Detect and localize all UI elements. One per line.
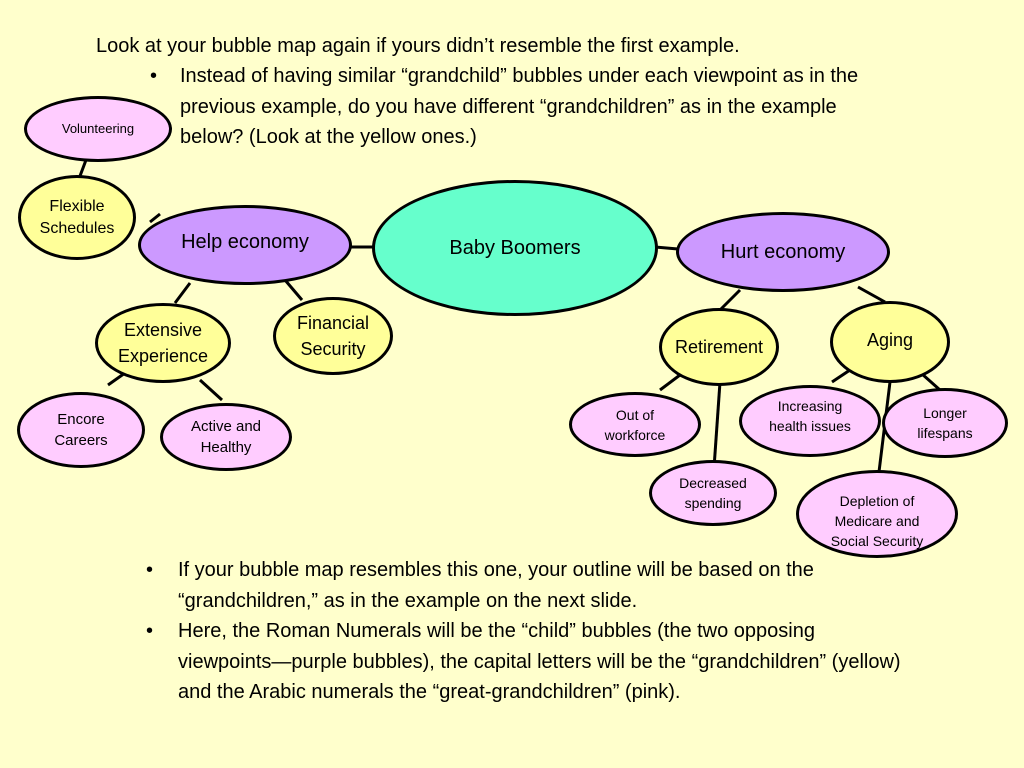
connector	[858, 287, 885, 302]
connector	[832, 370, 850, 382]
connector	[285, 280, 302, 300]
great-grandchild-bubble-depletion-of-medicare	[796, 470, 958, 558]
great-grandchild-label: Increasing health issues	[769, 398, 851, 434]
intro-text: Look at your bubble map again if yours didn’t resemble the first example.	[96, 35, 740, 57]
grandchild-label: Retirement	[674, 336, 764, 357]
great-grandchild-label: Depletion of Medicare and Social Security	[830, 493, 924, 549]
bullet-dot: •	[150, 65, 158, 87]
connector	[200, 380, 222, 400]
root-label: Baby Boomers	[449, 236, 581, 259]
grandchild-label: Financial Security	[296, 313, 370, 359]
top-bullet-text: Instead of having similar “grandchild” bubbles under each viewpoint as in the previous example, do you have different “grandchildren” as in the example below? (Look at the yellow ones.)	[180, 65, 859, 148]
child-label: Help economy	[181, 230, 309, 253]
bullet-dot: •	[146, 559, 154, 581]
grandchild-bubble-financial-security	[273, 297, 393, 375]
great-grandchild-bubble-encore-careers	[17, 392, 145, 468]
great-grandchild-label: Volunteering	[61, 121, 135, 136]
grandchild-bubble-aging	[830, 301, 950, 383]
child-bubble-help-economy	[138, 205, 352, 285]
connector	[714, 382, 720, 468]
great-grandchild-label: Decreased spending	[679, 475, 747, 511]
connector	[655, 247, 678, 249]
bottom-bullet-2	[146, 616, 906, 741]
great-grandchild-bubble-longer-lifespans	[882, 388, 1008, 458]
connector	[80, 160, 86, 176]
child-label: Hurt economy	[720, 240, 846, 263]
connector	[660, 375, 680, 390]
top-bullet	[150, 61, 900, 156]
great-grandchild-bubble-active-and-healthy	[160, 403, 292, 471]
bottom-bullet-text: If your bubble map resembles this one, your outline will be based on the “grandchildren,” as in the example on the next slide.	[178, 559, 814, 612]
grandchild-bubble-retirement	[659, 308, 779, 386]
great-grandchild-bubble-out-of-workforce	[569, 392, 701, 457]
grandchild-bubble-flexible-schedules	[18, 175, 136, 260]
great-grandchild-bubble-decreased-spending	[649, 460, 777, 526]
great-grandchild-label: Encore Careers	[54, 411, 108, 449]
grandchild-label: Extensive Experience	[117, 320, 209, 366]
grandchild-label: Aging	[866, 329, 914, 350]
connector	[720, 290, 740, 310]
great-grandchild-label: Out of workforce	[604, 406, 666, 443]
great-grandchild-label: Active and Healthy	[190, 418, 262, 456]
child-bubble-hurt-economy	[676, 212, 890, 292]
grandchild-bubble-extensive-experience	[95, 303, 231, 383]
great-grandchild-bubble-volunteering	[24, 96, 172, 162]
bottom-bullet-text: Here, the Roman Numerals will be the “child” bubbles (the two opposing viewpoints—purple bubbles), the capital letters will be the “grandchildren” (yellow) and the Arabic numerals the “great-grandchildren” (pink).	[178, 620, 901, 703]
great-grandchild-bubble-increasing-health-issues	[739, 385, 881, 457]
bullet-dot: •	[146, 620, 154, 642]
grandchild-label: Flexible Schedules	[39, 197, 115, 237]
bottom-bullet-1	[146, 555, 906, 617]
root-bubble	[372, 180, 658, 316]
great-grandchild-label: Longer lifespans	[917, 405, 973, 441]
connector	[175, 283, 190, 303]
